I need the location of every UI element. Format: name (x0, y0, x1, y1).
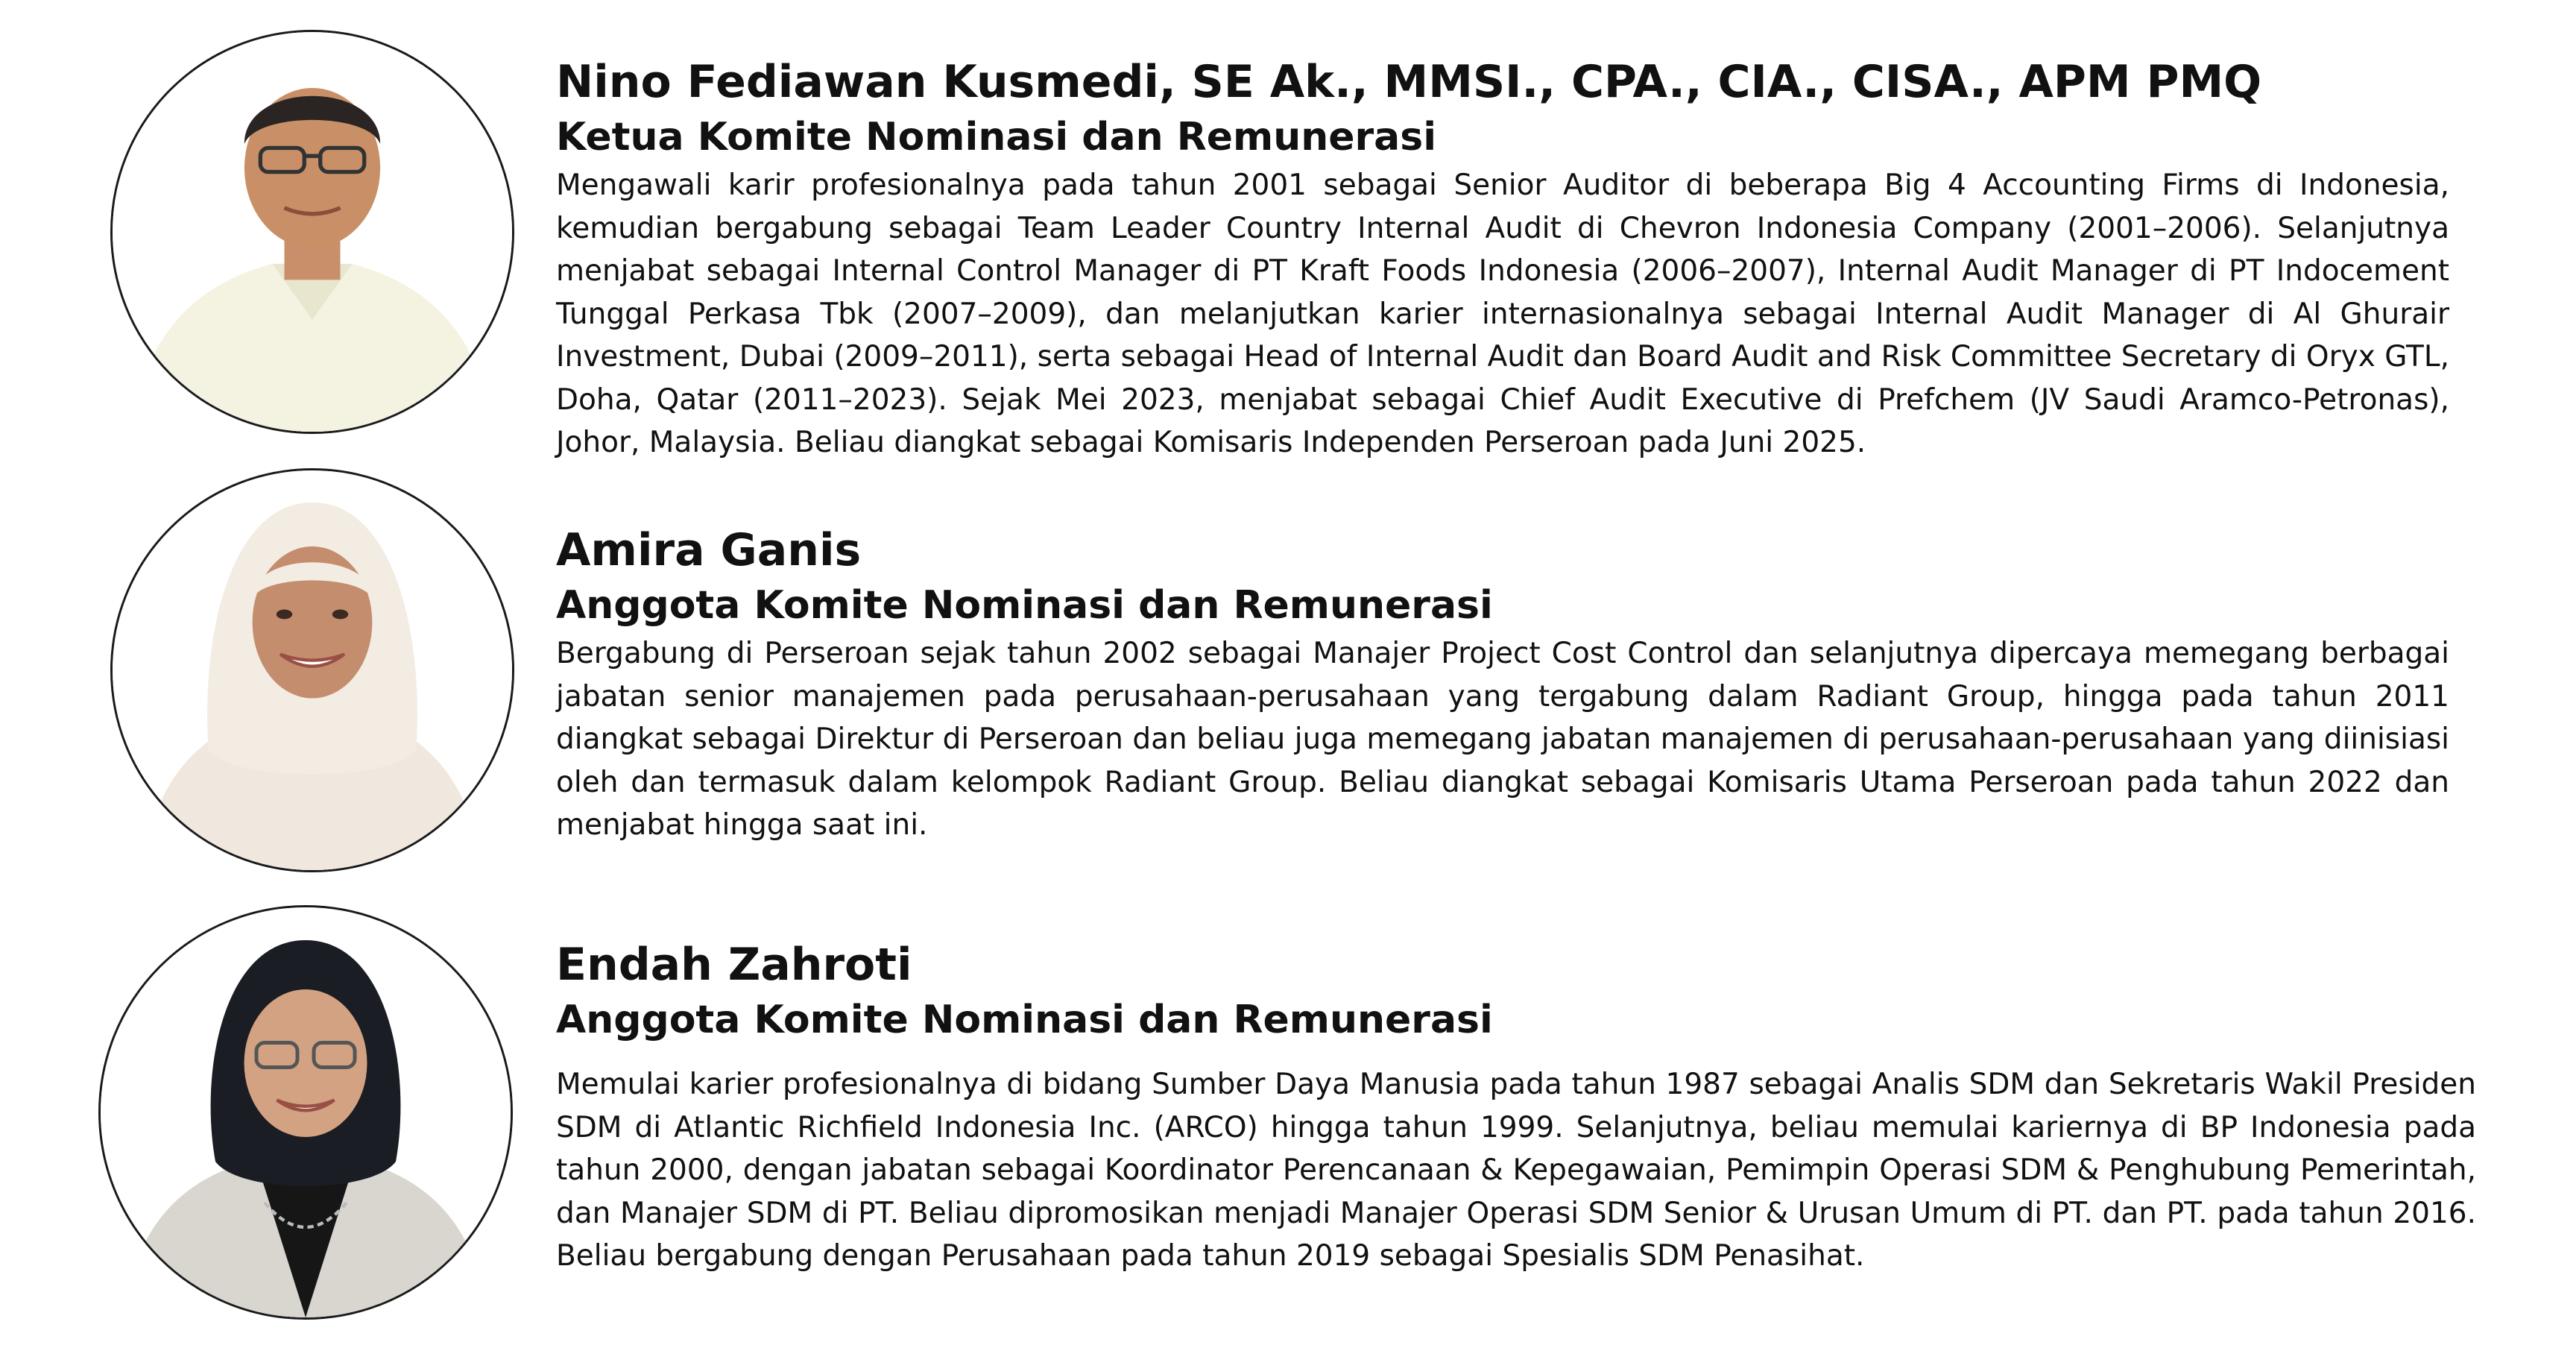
portrait-image (113, 470, 512, 870)
member-bio: Bergabung di Perseroan sejak tahun 2002 sebagai Manajer Project Cost Control dan selanjutnya dipercaya memegang berbagai jabatan senior manajemen pada perusahaan-perusahaan yang tergabung dalam Radiant Group, hingga pada tahun 2011 diangkat sebagai Direktur di Perseroan dan beliau juga memegang jabatan manajemen di perusahaan-perusahaan yang diinisiasi oleh dan termasuk dalam kelompok Radiant Group. Beliau diangkat sebagai Komisaris Utama Perseroan pada tahun 2022 dan menjabat hingga saat ini. (556, 637, 2449, 842)
portrait-image (101, 907, 511, 1317)
member-photo (98, 905, 513, 1320)
member-card (556, 54, 2449, 464)
member-bio: Memulai karier profesionalnya di bidang Sumber Daya Manusia pada tahun 1987 sebagai Analis SDM dan Sekretaris Wakil Presiden SDM di Atlantic Richfield Indonesia Inc. (ARCO) hingga tahun 1999. Selanjutnya, beliau memulai kariernya di BP Indonesia pada tahun 2000, dengan jabatan sebagai Koordinator Perencanaan & Kepegawaian, Pemimpin Operasi SDM & Penghubung Pemerintah, dan Manajer SDM di PT. Beliau dipromosikan menjadi Manajer Operasi SDM Senior & Urusan Umum di PT. dan PT. pada tahun 2016. Beliau bergabung dengan Perusahaan pada tahun 2019 sebagai Spesialis SDM Penasihat. (556, 1068, 2476, 1273)
member-card (556, 936, 2476, 1278)
member-role: Ketua Komite Nominasi dan Remunerasi (556, 115, 1437, 160)
member-bio: Mengawali karir profesionalnya pada tahun 2001 sebagai Senior Auditor di beberapa Big 4 Accounting Firms di Indonesia, kemudian bergabung sebagai Team Leader Country Internal Audit di Chevron Indonesia Company (2001–2006). Selanjutnya menjabat sebagai Internal Control Manager di PT Kraft Foods Indonesia (2006–2007), Internal Audit Manager di PT Indocement Tunggal Perkasa Tbk (2007–2009), dan melanjutkan karier internasionalnya sebagai Internal Audit Manager di Al Ghurair Investment, Dubai (2009–2011), serta sebagai Head of Internal Audit dan Board Audit and Risk Committee Secretary di Oryx GTL, Doha, Qatar (2011–2023). Sejak Mei 2023, menjabat sebagai Chief Audit Executive di Prefchem (JV Saudi Aramco-Petronas), Johor, Malaysia. Beliau diangkat sebagai Komisaris Independen Perseroan pada Juni 2025. (556, 168, 2449, 459)
member-photo (110, 30, 514, 434)
member-photo (110, 468, 514, 872)
member-card (556, 522, 2449, 847)
member-role: Anggota Komite Nominasi dan Remunerasi (556, 583, 1493, 628)
member-name: Endah Zahroti (556, 939, 912, 991)
member-name: Amira Ganis (556, 524, 862, 576)
portrait-image (113, 32, 512, 432)
member-role: Anggota Komite Nominasi dan Remunerasi (556, 998, 1493, 1042)
member-name: Nino Fediawan Kusmedi, SE Ak., MMSI., CPA., CIA., CISA., APM PMQ (556, 56, 2262, 108)
